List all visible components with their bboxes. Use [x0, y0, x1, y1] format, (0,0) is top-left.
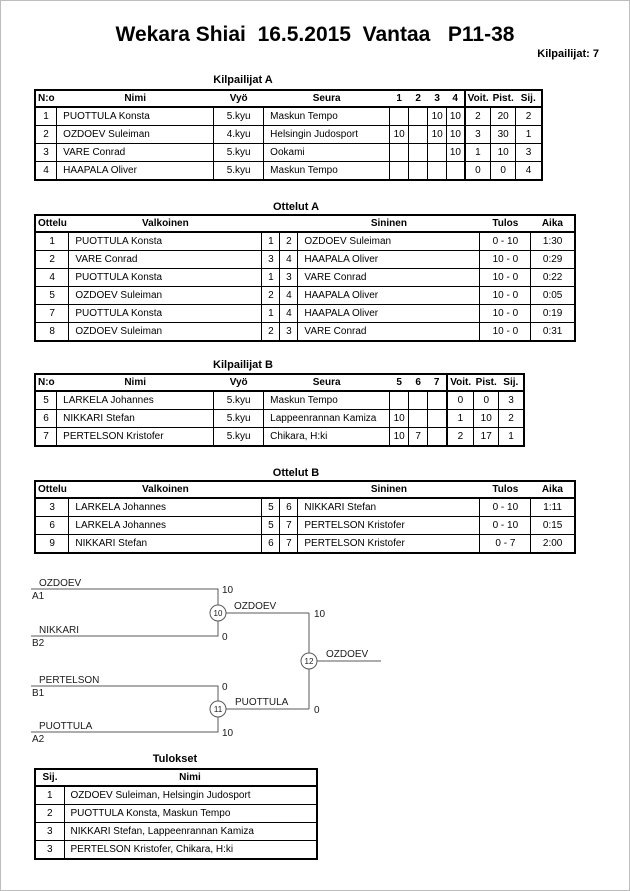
cell-competitor-number: 1 [35, 107, 57, 126]
header-white: Valkoinen [69, 481, 262, 498]
result-row [35, 786, 317, 805]
header-no: N:o [35, 374, 57, 391]
cell-name-club: PERTELSON Kristofer, Chikara, H:ki [64, 841, 317, 860]
cell-result-vs-7 [428, 410, 447, 428]
cell-blue-name: NIKKARI Stefan [298, 498, 480, 517]
cell-white-number: 1 [262, 232, 280, 251]
cell-result-vs-4: 10 [447, 144, 465, 162]
match-row [35, 287, 575, 305]
header-row [35, 90, 542, 107]
header-club: Seura [264, 90, 390, 107]
cell-result: 10 - 0 [480, 323, 531, 342]
cell-time: 0:22 [531, 269, 575, 287]
cell-white-number: 5 [262, 498, 280, 517]
cell-match-number: 3 [35, 498, 69, 517]
header-belt: Vyö [214, 374, 264, 391]
cell-blue-number: 2 [280, 232, 298, 251]
bracket-sf2-top-name: PERTELSON [39, 675, 100, 686]
header-no: N:o [35, 90, 57, 107]
header-numbers [262, 481, 298, 498]
competitor-row [35, 428, 524, 447]
ottelut-b-table [34, 480, 576, 554]
cell-points: 10 [491, 144, 516, 162]
header-opponent-3: 3 [428, 90, 447, 107]
cell-wins: 1 [447, 410, 474, 428]
cell-wins: 2 [447, 428, 474, 447]
kilpailijat-b-table [34, 373, 525, 447]
cell-result: 10 - 0 [480, 305, 531, 323]
cell-wins: 1 [465, 144, 491, 162]
section-title-kilpailijat-a: Kilpailijat A [213, 74, 273, 86]
competitor-row [35, 162, 542, 181]
final-bracket [1, 566, 441, 751]
header-blue: Sininen [298, 481, 480, 498]
ottelut-a-table [34, 214, 576, 342]
cell-competitor-name: OZDOEV Suleiman [57, 126, 214, 144]
cell-placement: 2 [516, 107, 542, 126]
cell-competitor-number: 2 [35, 126, 57, 144]
cell-wins: 0 [465, 162, 491, 181]
cell-placement: 3 [499, 391, 524, 410]
bracket-sf2-bottom-name: PUOTTULA [39, 721, 93, 732]
match-row [35, 251, 575, 269]
match-row [35, 535, 575, 554]
cell-belt: 5.kyu [214, 144, 264, 162]
header-opponent-7: 7 [428, 374, 447, 391]
cell-belt: 5.kyu [214, 410, 264, 428]
cell-result: 0 - 10 [480, 517, 531, 535]
header-wins: Voit. [465, 90, 491, 107]
cell-white-name: PUOTTULA Konsta [69, 305, 262, 323]
cell-result-vs-5: 10 [390, 410, 409, 428]
section-title-ottelut-a: Ottelut A [272, 201, 320, 213]
cell-club: Chikara, H:ki [264, 428, 390, 447]
header-opponent-6: 6 [409, 374, 428, 391]
competitor-row [35, 410, 524, 428]
cell-points: 0 [491, 162, 516, 181]
cell-competitor-name: LARKELA Johannes [57, 391, 214, 410]
cell-result-vs-3: 10 [428, 107, 447, 126]
cell-result-vs-5: 10 [390, 428, 409, 447]
cell-placement: 3 [35, 841, 64, 860]
cell-club: Ookami [264, 144, 390, 162]
result-row [35, 805, 317, 823]
header-placement: Sij. [499, 374, 524, 391]
bracket-sf2-bottom-score: 10 [222, 728, 234, 739]
cell-competitor-name: NIKKARI Stefan [57, 410, 214, 428]
cell-placement: 2 [35, 805, 64, 823]
cell-competitor-number: 3 [35, 144, 57, 162]
cell-white-name: PUOTTULA Konsta [69, 269, 262, 287]
bracket-sf2-winner-score: 0 [314, 705, 320, 716]
header-placement: Sij. [516, 90, 542, 107]
cell-time: 1:30 [531, 232, 575, 251]
result-row [35, 841, 317, 860]
cell-placement: 3 [35, 823, 64, 841]
cell-time: 0:19 [531, 305, 575, 323]
cell-result-vs-6 [409, 410, 428, 428]
cell-blue-number: 3 [280, 323, 298, 342]
match-row [35, 517, 575, 535]
match-row [35, 323, 575, 342]
section-title-ottelut-b: Ottelut B [272, 467, 320, 479]
cell-placement: 1 [499, 428, 524, 447]
cell-match-number: 5 [35, 287, 69, 305]
cell-points: 30 [491, 126, 516, 144]
cell-white-number: 2 [262, 323, 280, 342]
bracket-sf1-top-seed: A1 [32, 591, 45, 602]
match-node-11-number: 11 [213, 705, 223, 714]
cell-white-number: 2 [262, 287, 280, 305]
cell-match-number: 6 [35, 517, 69, 535]
cell-result-vs-1: 10 [390, 126, 409, 144]
header-white: Valkoinen [69, 215, 262, 232]
header-belt: Vyö [214, 90, 264, 107]
cell-blue-number: 7 [280, 517, 298, 535]
cell-club: Maskun Tempo [264, 391, 390, 410]
competitor-row [35, 391, 524, 410]
cell-white-name: OZDOEV Suleiman [69, 287, 262, 305]
cell-club: Lappeenrannan Kamiza [264, 410, 390, 428]
cell-result: 0 - 7 [480, 535, 531, 554]
cell-club: Maskun Tempo [264, 107, 390, 126]
header-name: Nimi [57, 90, 214, 107]
header-points: Pist. [474, 374, 499, 391]
header-name: Nimi [64, 769, 317, 786]
cell-belt: 5.kyu [214, 391, 264, 410]
cell-result: 10 - 0 [480, 287, 531, 305]
match-node-10-number: 10 [213, 609, 223, 618]
cell-blue-name: HAAPALA Oliver [298, 251, 480, 269]
cell-match-number: 4 [35, 269, 69, 287]
bracket-sf1-top-score: 10 [222, 585, 234, 596]
cell-result-vs-1 [390, 107, 409, 126]
cell-result: 0 - 10 [480, 232, 531, 251]
cell-wins: 3 [465, 126, 491, 144]
cell-points: 10 [474, 410, 499, 428]
header-match: Ottelu [35, 481, 69, 498]
competitor-row [35, 126, 542, 144]
header-row [35, 374, 524, 391]
cell-result-vs-3 [428, 162, 447, 181]
section-title-kilpailijat-b: Kilpailijat B [213, 359, 273, 371]
match-row [35, 232, 575, 251]
cell-blue-number: 4 [280, 251, 298, 269]
cell-result-vs-7 [428, 428, 447, 447]
cell-result-vs-3 [428, 144, 447, 162]
cell-white-number: 6 [262, 535, 280, 554]
header-opponent-4: 4 [447, 90, 465, 107]
cell-competitor-name: PERTELSON Kristofer [57, 428, 214, 447]
cell-time: 0:05 [531, 287, 575, 305]
competitors-count: Kilpailijat: 7 [537, 48, 599, 60]
cell-competitor-name: PUOTTULA Konsta [57, 107, 214, 126]
bracket-sf2-winner-name: PUOTTULA [235, 697, 289, 708]
cell-competitor-number: 7 [35, 428, 57, 447]
cell-blue-name: VARE Conrad [298, 323, 480, 342]
cell-placement: 1 [516, 126, 542, 144]
cell-white-number: 3 [262, 251, 280, 269]
cell-blue-name: VARE Conrad [298, 269, 480, 287]
bracket-sf1-bottom-name: NIKKARI [39, 625, 80, 636]
cell-competitor-number: 4 [35, 162, 57, 181]
bracket-sf2-bottom-seed: A2 [32, 734, 45, 745]
cell-placement: 4 [516, 162, 542, 181]
cell-result-vs-4 [447, 162, 465, 181]
cell-wins: 0 [447, 391, 474, 410]
cell-white-number: 1 [262, 269, 280, 287]
match-row [35, 498, 575, 517]
bracket-champion-name: OZDOEV [326, 649, 369, 660]
section-title-tulokset: Tulokset [152, 753, 198, 765]
cell-time: 2:00 [531, 535, 575, 554]
cell-blue-number: 7 [280, 535, 298, 554]
cell-placement: 1 [35, 786, 64, 805]
result-row [35, 823, 317, 841]
header-result: Tulos [480, 481, 531, 498]
cell-white-name: LARKELA Johannes [69, 517, 262, 535]
cell-white-name: PUOTTULA Konsta [69, 232, 262, 251]
bracket-sf1-top-name: OZDOEV [39, 578, 82, 589]
cell-result: 10 - 0 [480, 269, 531, 287]
tulokset-table [34, 768, 318, 860]
cell-time: 0:29 [531, 251, 575, 269]
cell-result: 0 - 10 [480, 498, 531, 517]
cell-placement: 2 [499, 410, 524, 428]
cell-name-club: NIKKARI Stefan, Lappeenrannan Kamiza [64, 823, 317, 841]
cell-blue-number: 6 [280, 498, 298, 517]
cell-result-vs-2 [409, 162, 428, 181]
cell-competitor-name: HAAPALA Oliver [57, 162, 214, 181]
cell-result-vs-2 [409, 144, 428, 162]
cell-white-name: LARKELA Johannes [69, 498, 262, 517]
cell-result-vs-2 [409, 107, 428, 126]
bracket-sf2-top-seed: B1 [32, 688, 45, 699]
header-result: Tulos [480, 215, 531, 232]
header-time: Aika [531, 481, 575, 498]
cell-belt: 5.kyu [214, 428, 264, 447]
competitor-row [35, 144, 542, 162]
cell-match-number: 9 [35, 535, 69, 554]
cell-result-vs-6 [409, 391, 428, 410]
cell-match-number: 1 [35, 232, 69, 251]
cell-competitor-number: 5 [35, 391, 57, 410]
cell-blue-number: 3 [280, 269, 298, 287]
cell-time: 0:31 [531, 323, 575, 342]
cell-blue-name: HAAPALA Oliver [298, 287, 480, 305]
cell-points: 0 [474, 391, 499, 410]
header-blue: Sininen [298, 215, 480, 232]
header-club: Seura [264, 374, 390, 391]
cell-result-vs-4: 10 [447, 126, 465, 144]
cell-match-number: 2 [35, 251, 69, 269]
bracket-sf1-winner-score: 10 [314, 609, 326, 620]
header-opponent-5: 5 [390, 374, 409, 391]
match-row [35, 269, 575, 287]
cell-result-vs-6: 7 [409, 428, 428, 447]
cell-points: 17 [474, 428, 499, 447]
cell-white-name: VARE Conrad [69, 251, 262, 269]
header-points: Pist. [491, 90, 516, 107]
cell-result-vs-5 [390, 391, 409, 410]
cell-result: 10 - 0 [480, 251, 531, 269]
cell-club: Helsingin Judosport [264, 126, 390, 144]
header-opponent-2: 2 [409, 90, 428, 107]
bracket-sf1-bottom-seed: B2 [32, 638, 45, 649]
header-wins: Voit. [447, 374, 474, 391]
cell-white-name: OZDOEV Suleiman [69, 323, 262, 342]
cell-result-vs-7 [428, 391, 447, 410]
cell-white-number: 5 [262, 517, 280, 535]
header-name: Nimi [57, 374, 214, 391]
header-placement: Sij. [35, 769, 64, 786]
cell-blue-name: OZDOEV Suleiman [298, 232, 480, 251]
cell-result-vs-1 [390, 144, 409, 162]
cell-result-vs-2 [409, 126, 428, 144]
cell-result-vs-1 [390, 162, 409, 181]
page-title: Wekara Shiai 16.5.2015 Vantaa P11-38 [115, 23, 515, 46]
cell-placement: 3 [516, 144, 542, 162]
cell-match-number: 7 [35, 305, 69, 323]
header-row [35, 215, 575, 232]
header-opponent-1: 1 [390, 90, 409, 107]
match-node-12-number: 12 [304, 657, 314, 666]
cell-result-vs-3: 10 [428, 126, 447, 144]
kilpailijat-a-table [34, 89, 543, 181]
cell-competitor-name: VARE Conrad [57, 144, 214, 162]
competitor-row [35, 107, 542, 126]
cell-time: 1:11 [531, 498, 575, 517]
bracket-sf1-bottom-score: 0 [222, 632, 228, 643]
header-numbers [262, 215, 298, 232]
cell-points: 20 [491, 107, 516, 126]
match-row [35, 305, 575, 323]
cell-white-number: 1 [262, 305, 280, 323]
cell-blue-name: HAAPALA Oliver [298, 305, 480, 323]
header-row [35, 481, 575, 498]
cell-match-number: 8 [35, 323, 69, 342]
cell-name-club: PUOTTULA Konsta, Maskun Tempo [64, 805, 317, 823]
header-match: Ottelu [35, 215, 69, 232]
cell-white-name: NIKKARI Stefan [69, 535, 262, 554]
cell-name-club: OZDOEV Suleiman, Helsingin Judosport [64, 786, 317, 805]
cell-belt: 4.kyu [214, 126, 264, 144]
cell-club: Maskun Tempo [264, 162, 390, 181]
cell-blue-number: 4 [280, 305, 298, 323]
cell-blue-name: PERTELSON Kristofer [298, 535, 480, 554]
cell-competitor-number: 6 [35, 410, 57, 428]
bracket-sf2-top-score: 0 [222, 682, 228, 693]
cell-blue-name: PERTELSON Kristofer [298, 517, 480, 535]
cell-result-vs-4: 10 [447, 107, 465, 126]
cell-belt: 5.kyu [214, 107, 264, 126]
cell-belt: 5.kyu [214, 162, 264, 181]
header-time: Aika [531, 215, 575, 232]
header-row [35, 769, 317, 786]
cell-wins: 2 [465, 107, 491, 126]
bracket-sf1-winner-name: OZDOEV [234, 601, 277, 612]
cell-time: 0:15 [531, 517, 575, 535]
cell-blue-number: 4 [280, 287, 298, 305]
